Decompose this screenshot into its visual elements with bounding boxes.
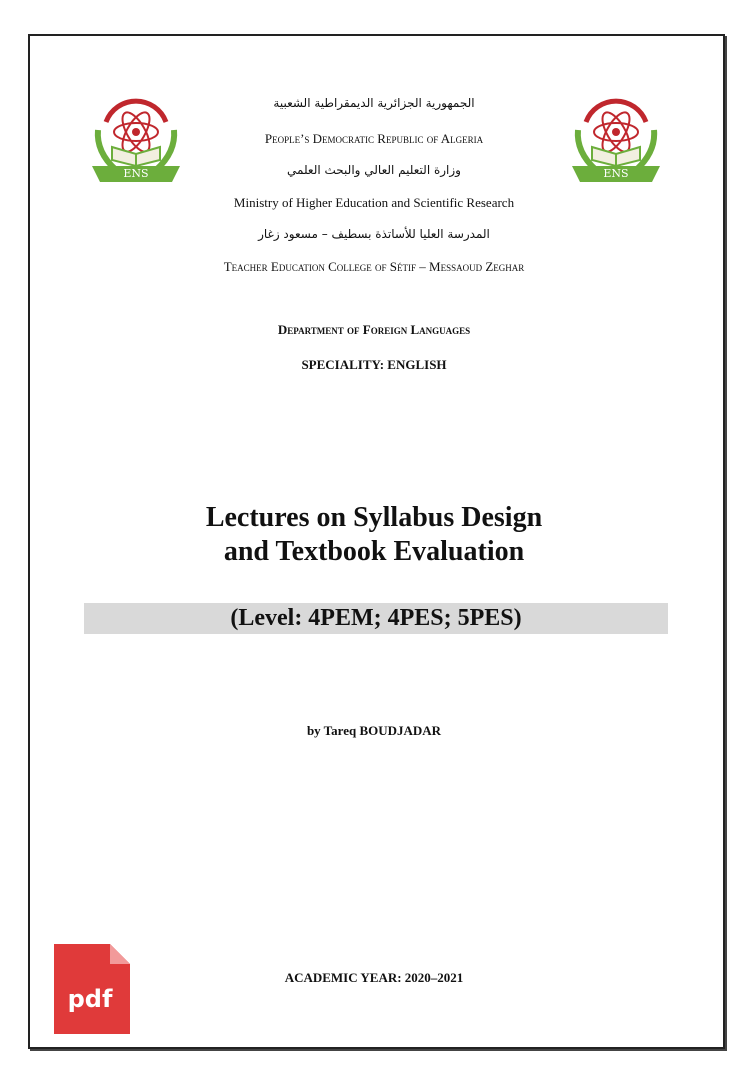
speciality-line: SPECIALITY: ENGLISH [301, 357, 447, 372]
department-line: Department of Foreign Languages [277, 322, 471, 337]
republic-line: People’s Democratic Republic of Algeria [264, 131, 484, 146]
document-title-line-2: and Textbook Evaluation [223, 536, 525, 567]
college-line: Teacher Education College of Sétif – Messaoud Zeghar [223, 259, 525, 274]
level-line: (Level: 4PEM; 4PES; 5PES) [230, 605, 522, 631]
svg-text:ENS: ENS [123, 167, 149, 180]
ministry-line: Ministry of Higher Education and Scientific Research [233, 195, 515, 210]
author-line: by Tareq BOUDJADAR [306, 723, 442, 738]
pdf-file-icon[interactable] [54, 944, 130, 1034]
arabic-republic-line: الجمهورية الجزائرية الديمقراطية الشعبية [273, 96, 475, 110]
academic-year-line: ACADEMIC YEAR: 2020–2021 [284, 970, 464, 985]
document-title-line-1: Lectures on Syllabus Design [205, 502, 543, 533]
pdf-label: pdf [67, 985, 113, 1013]
arabic-ministry-line: وزارة التعليم العالي والبحث العلمي [287, 163, 461, 177]
svg-text:ENS: ENS [603, 167, 629, 180]
arabic-college-line: المدرسة العليا للأساتذة بسطيف – مسعود زغار [258, 227, 490, 241]
